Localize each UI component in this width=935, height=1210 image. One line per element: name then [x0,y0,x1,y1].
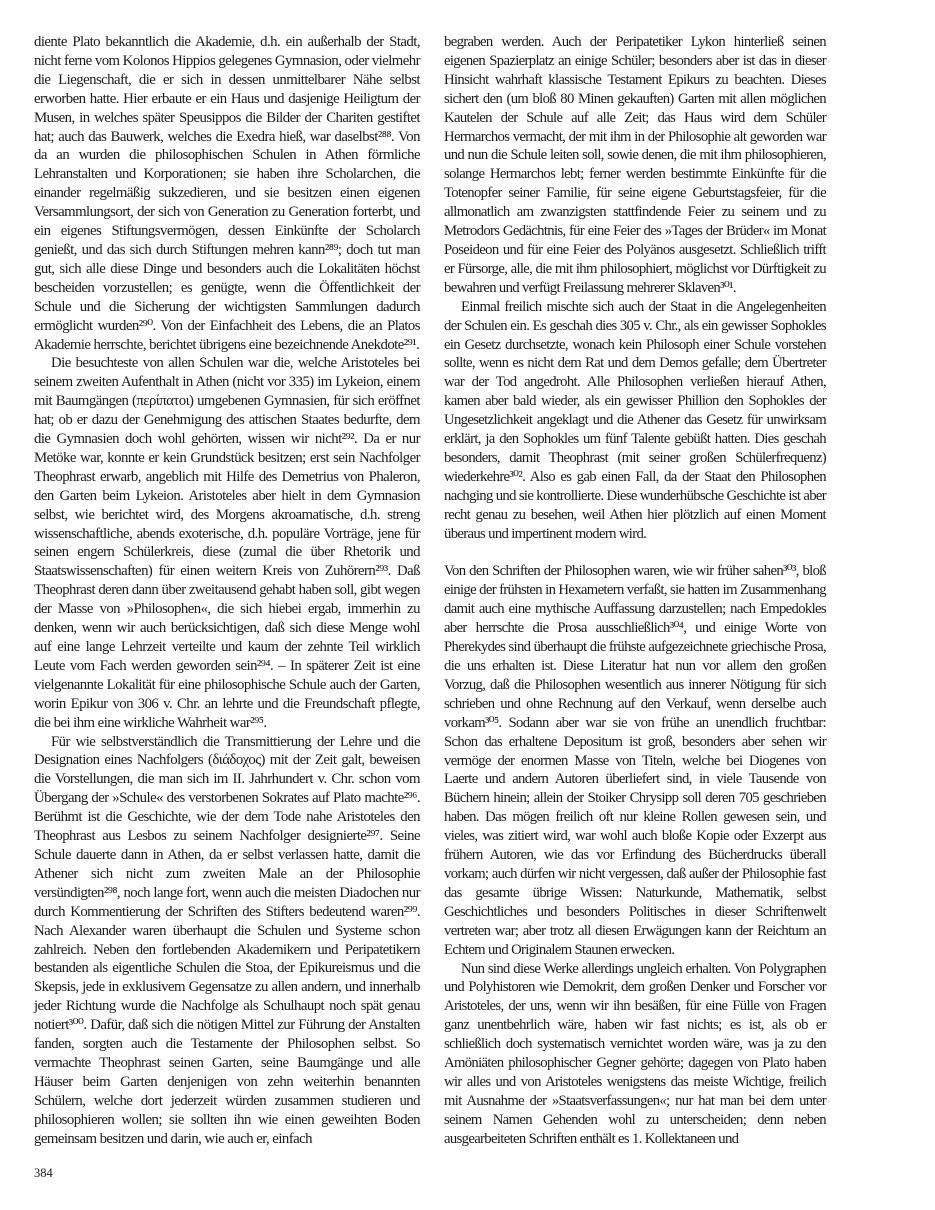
paragraph: begraben werden. Auch der Peripatetiker Lykon hinterließ seinen eigenen Spazierplatz an einige Schüler; besonders aber ist das in dieser Hinsicht wahrhaft klassische Testament Epikurs zu beachten. Dieses sichert den (um bloß 80 Minen gekauften) Garten mit allen möglichen Kautelen der Schule auf alle Zeit; das Haus wird dem Schüler Hermarchos vermacht, der mit ihm in der Philosophie alt geworden war und nun die Schule leiten soll, sowie denen, die mit ihm philosophieren, solange Hermarchos lebt; ferner werden bestimmte Einkünfte für die Totenopfer seiner Familie, für seine eigene Geburtstagsfeier, für die allmonatlich am zwanzigsten stattfindende Feier zu seinem und zu Metrodors Gedächtnis, für eine Feier des »Tages der Brüder« im Monat Poseideon und für eine Feier des Polyänos ausgesetzt. Schließlich trifft er Fürsorge, alle, die mit ihm philosophiert, möglichst vor Dürftigkeit zu bewahren und verfügt Freilassung mehrerer Sklaven³⁰¹. [444,34,826,296]
page-number: 384 [34,1166,53,1180]
paragraph: Für wie selbstverständlich die Transmittierung der Lehre und die Designation eines Nachfolgers (διάδοχος) mit der Zeit galt, beweisen die Vorstellungen, die man sich im II. Jahrhundert v. Chr. schon vom Übergang der »Schule« des verstorbenen Sokrates auf Plato machte²⁹⁶. Berühmt ist die Geschichte, wie der dem Tode nahe Aristoteles den Theophrast aus Lesbos zu seinem Nachfolger designierte²⁹⁷. Seine Schule dauerte dann in Athen, da er selbst verlassen hatte, damit die Athener sich nicht zum zweiten Male an der Philosophie versündigten²⁹⁸, noch lange fort, wenn auch die meisten Diadochen nur durch Kommentierung der Schriften des Stifters bedeutend waren²⁹⁹. Nach Alexander waren überhaupt die Schulen und Systeme schon zahlreich. Neben den fortlebenden Akademikern und Peripatetikern bestanden als eigentliche Schulen die Stoa, der Epikureismus und die Skepsis, jede in exklusivem Gegensatze zu allen andern, und innerhalb jeder Richtung wurde die Nachfolge als Schulhaupt noch spät genau notiert³⁰⁰. Dafür, daß sich die nötigen Mittel zur Führung der Anstalten fanden, sorgten auch die Testamente der Philosophen selbst. So vermachte Theophrast seinen Garten, seine Baumgänge und alle Häuser beim Garten denjenigen von zehn weiterhin benannten Schülern, welche dort jederzeit würden zusammen studieren und philosophieren wollen; sie sollten ihn wie einen geweihten Boden gemeinsam besitzen und darin, wie auch er, einfach [34,733,420,1147]
paragraph: Nun sind diese Werke allerdings ungleich erhalten. Von Polygraphen und Polyhistoren wie Demokrit, dem großen Denker und Forscher vor Aristoteles, der uns, wenn wir ihn besäßen, für eine Fülle von Fragen ganz unentbehrlich wäre, haben wir fast nichts; es ist, als ob er schließlich doch systematisch vernichtet worden wäre, was ja zu den Amöniäten philosophischer Gegner gehörte; dagegen von Plato haben wir alles und von Aristoteles wenigstens das meiste Wichtige, freilich mit Ausnahme der »Staatsverfassungen«; nur hat man bei dem unter seinem Namen Gehenden wohl zu unterscheiden; denn neben ausgearbeiteten Schriften enthält es 1. Kollektaneen und [444,960,826,1147]
paragraph: Von den Schriften der Philosophen waren, wie wir früher sahen³⁰³, bloß einige der frühsten in Hexametern verfaßt, sie hatten im Zusammenhang damit auch eine mythische Auffassung darzustellen; nach Empedokles aber herrschte die Prosa ausschließlich³⁰⁴, und einige Worte von Pherekydes sind überhaupt die frühste aufgezeichnete griechische Prosa, die uns erhalten ist. Diese Literatur hat nun vor allem den großen Vorzug, daß die Philosophen wesentlich aus innerer Nötigung für sich schrieben und ohne Rechnung auf den Verkauf, wenn derselbe auch vorkam³⁰⁵. Sodann aber war sie von frühe an unendlich fruchtbar: Schon das erhaltene Depositum ist groß, besonders aber sehen wir vermöge der enormen Masse von Titeln, welche bei Diogenes von Laerte und andern Autoren überliefert sind, in viele Tausende von Büchern hinein; allein der Stoiker Chrysipp soll deren 705 geschrieben haben. Das mögen freilich oft nur kleine Rollen gewesen sein, und vieles, was zitiert wird, war wohl auch bloße Kopie oder Exzerpt aus frühern Autoren, wie das vor Erfindung des Bücherdrucks überall vorkam; auch dürfen wir nicht vergessen, daß außer der Philosophie fast das gesamte übrige Wissen: Naturkunde, Mathematik, selbst Geschichtliches und besonders Politisches in dieser Schriftenwelt vertreten war; aber trotz all diesen Erwägungen kann der Reichtum an Echtem und Originalem Staunen erwecken. [444,563,826,958]
paragraph: diente Plato bekanntlich die Akademie, d.h. ein außerhalb der Stadt, nicht ferne vom Kolonos Hippios gelegenes Gymnasion, oder vielmehr die Liegenschaft, die er sich in dessen unmittelbarer Nähe selbst erworben hatte. Hier erbaute er ein Haus und dasjenige Heiligtum der Musen, in welches später Speusippos die Bilder der Chariten gestiftet hat; auch das Bauwerk, welches die Exedra hieß, war daselbst²⁸⁸. Von da an wurden die philosophischen Schulen in Athen förmliche Lehranstalten und Korporationen; sie haben ihre Scholarchen, die einander regelmäßig sukzedieren, und sie besitzen einen eigenen Versammlungsort, der sich von Generation zu Generation forterbt, und ein eigenes Stiftungsvermögen, dessen Einkünfte der Scholarch genießt, und das sich durch Stiftungen mehren kann²⁸⁹; doch tut man gut, sich alle diese Dinge und besonders auch die Lokalitäten höchst bescheiden vorzustellen; es genügte, wenn die Öffentlichkeit der Schule und die Sicherung der wichtigsten Sammlungen dadurch ermöglicht wurden²⁹⁰. Von der Einfachheit des Lebens, die an Platos Akademie herrschte, berichtet übrigens eine bezeichnende Anekdote²⁹¹. [34,34,420,353]
right-text-column [444,33,826,1149]
paragraph: Die besuchteste von allen Schulen war die, welche Aristoteles bei seinem zweiten Aufenthalt in Athen (nicht vor 335) im Lykeion, einem mit Baumgängen (περίπατοι) umgebenen Gymnasien, für sich eröffnet hat; ob er dazu der Genehmigung des attischen Staates bedurfte, dem die Gymnasien doch wohl gehörten, wissen wir nicht²⁹². Da er nur Metöke war, konnte er kein Grundstück besitzen; erst sein Nachfolger Theophrast erwarb, angeblich mit Hilfe des Demetrius von Phaleron, den Garten beim Lykeion. Aristoteles aber hielt in dem Gymnasion selbst, wie berichtet wird, des Morgens akroamatische, d.h. streng wissenschaftliche, abends exoterische, d.h. populäre Vorträge, jene für seinen engern Schülerkreis, diese (zumal die über Rhetorik und Staatswissenschaften) für einen weitern Kreis von Zuhörern²⁹³. Daß Theophrast deren dann über zweitausend gehabt haben soll, gibt wegen der Masse von »Philosophen«, die sich hiebei ergab, immerhin zu denken, wenn wir auch berücksichtigen, daß sich diese Menge wohl auf eine lange Lehrzeit verteilte und kaum der zehnte Teil wirklich Leute vom Fach werden geworden sein²⁹⁴. – In späterer Zeit ist eine vielgenannte Lokalität für eine philosophische Schule auch der Garten, worin Epikur von 306 v. Chr. an lehrte und die Freundschaft pflegte, die bei ihm eine wirkliche Wahrheit war²⁹⁵. [34,355,420,731]
left-text-column [34,33,420,1148]
paragraph: Einmal freilich mischte sich auch der Staat in die Angelegenheiten der Schulen ein. Es geschah dies 305 v. Chr., als ein gewisser Sophokles ein Gesetz durchsetzte, wonach kein Philosoph einer Schule vorstehen sollte, wenn es nicht dem Rat und dem Demos gefalle; dem Übertreter war der Tod angedroht. Alle Philosophen verließen hierauf Athen, kamen aber bald wieder, als ein gewisser Phillion den Sophokles der Ungesetzlichkeit angeklagt und die Athener das Gesetz für unwirksam erklärt, ja den Sophokles um fünf Talente gebüßt hatten. Dies geschah besonders, damit Theophrast (mit seiner großen Schülerfrequenz) wiederkehre³⁰². Also es gab einen Fall, da der Staat den Philosophen nachging und sie kontrollierte. Diese wunderhübsche Geschichte ist aber recht genau zu besehen, weil Athen hier plötzlich auf einen Moment überaus und impertinent modern wird. [444,298,826,542]
